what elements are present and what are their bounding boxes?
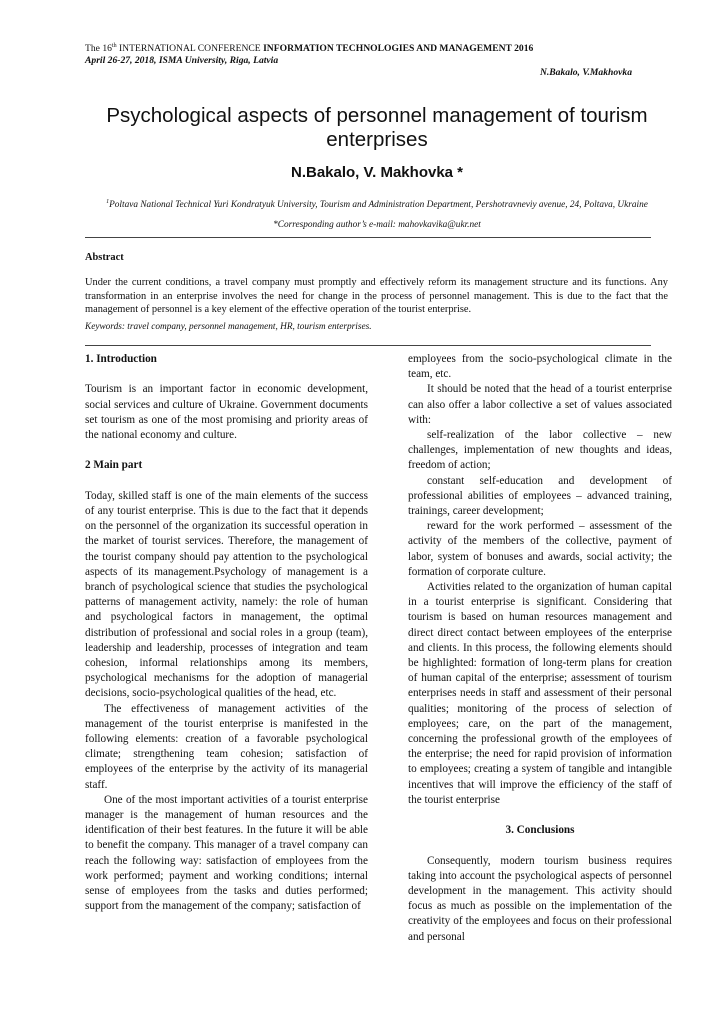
affiliation-marker: 1 [106, 198, 110, 205]
paragraph: Today, skilled staff is one of the main elements of the success of any tourist enterprise. This is due to the fact that it depends on the personnel of the organization its successful operation in the market of tourist services. Therefore, the management of the tourist company should pay attention to the psychological aspects of its management.Psychology of management is a branch of psychological science that studies the psychological patterns of management activity, namely: the role of human and psychological factors in management, the optimal distribution of professional and social roles in a group (team), leadership and leadership, processes of integration and team cohesion, informal relationships among its members, psychological mechanisms for the adoption of managerial decisions, socio-psychological qualities of the head, etc. [85, 489, 368, 700]
left-column [85, 352, 368, 914]
conference-label: INTERNATIONAL CONFERENCE [116, 43, 264, 54]
conference-name: INFORMATION TECHNOLOGIES AND MANAGEMENT 2016 [263, 43, 534, 54]
paragraph: The effectiveness of management activities of the management of the tourist enterprise is manifested in the following elements: creation of a favorable psychological climate; strengthening team cohesion; satisfaction of employees of the enterprise by the activity of its managerial staff. [85, 702, 368, 791]
affiliation-text: Poltava National Technical Yuri Kondratyuk University, Tourism and Administration Department, Pershotravneviy avenue, 24, Poltava, Ukraine [109, 200, 648, 210]
right-column [408, 352, 672, 945]
paragraph: One of the most important activities of a tourist enterprise manager is the management of human resources and the identification of their best features. In the future it will be able to benefit the company. This manager of a travel company can reach the following way: satisfaction of employees from the work performed; payment and working conditions; internal sense of employees from the tasks and duties performed; support from the management of the company; satisfaction of [85, 793, 368, 913]
paragraph: Activities related to the organization of human capital in a tourist enterprise is significant. Considering that tourism is based on human resources management and direct direct contact between employees of the enterprise and clients. In this process, the following elements should be highlighted: formation of long-term plans for creation of human capital of the enterprise; assessment of tourism enterprises needs in staff and assessment of their personal qualities; monitoring of the process of selection of employees; care, on the part of the management, concerning the professional growth of the employees of the enterprise; the need for rapid provision of information to employees; creating a system of tangible and intangible incentives that will improve the efficiency of the staff of the tourist enterprise [408, 581, 672, 806]
running-authors: N.Bakalo, V.Makhovka [539, 67, 632, 78]
abstract-heading: Abstract [85, 252, 124, 263]
list-item: self-realization of the labor collective – new challenges, implementation of new thoughts and ideas, freedom of action; [408, 429, 672, 472]
section-heading-conclusions: 3. Conclusions [505, 824, 575, 837]
divider [85, 237, 651, 238]
paper-title: Psychological aspects of personnel management of tourism enterprises [106, 104, 648, 151]
abstract-text: Under the current conditions, a travel company must promptly and effectively reform its management structure and its functions. Any transformation in an enterprise involves the need for change in the process of personnel management. This is due to the fact that the management of personnel is a key element of the effective operation of the tourist enterprise. [85, 277, 668, 315]
section-heading-introduction: 1. Introduction [85, 353, 157, 365]
paragraph: employees from the socio-psychological climate in the team, etc. [408, 353, 672, 381]
conference-edition: The 16 [85, 43, 112, 54]
section-heading-main-part: 2 Main part [85, 459, 143, 472]
list-item: constant self-education and development of professional abilities of employees – advanced training, trainings, career development; [408, 474, 672, 518]
affiliation [85, 200, 669, 210]
corresponding-email: *Corresponding author’s e-mail: mahovkavika@ukr.net [273, 220, 481, 230]
conference-header [85, 43, 533, 55]
paper-authors: N.Bakalo, V. Makhovka * [290, 164, 464, 181]
conference-edition-suffix: th [111, 42, 117, 49]
paragraph: It should be noted that the head of a tourist enterprise can also offer a labor collective a set of values associated with: [408, 383, 672, 426]
divider [85, 345, 651, 346]
keywords: Keywords: travel company, personnel management, HR, tourism enterprises. [85, 322, 372, 332]
conference-date-venue: April 26-27, 2018, ISMA University, Riga, Latvia [85, 55, 279, 66]
paragraph: Consequently, modern tourism business requires taking into account the psychological aspects of personnel development in the management. This activity should focus as much as possible on the implementation of the creativity of the employees and focus on their professional and personal [408, 854, 672, 943]
paragraph: Tourism is an important factor in economic development, social services and culture of Ukraine. Government documents set tourism as one of the most promising and priority areas of the national economy and culture. [85, 383, 368, 441]
list-item: reward for the work performed – assessment of the activity of the members of the collective, payment of labor, system of bonuses and awards, social activity; the formation of corporate culture. [408, 520, 672, 578]
